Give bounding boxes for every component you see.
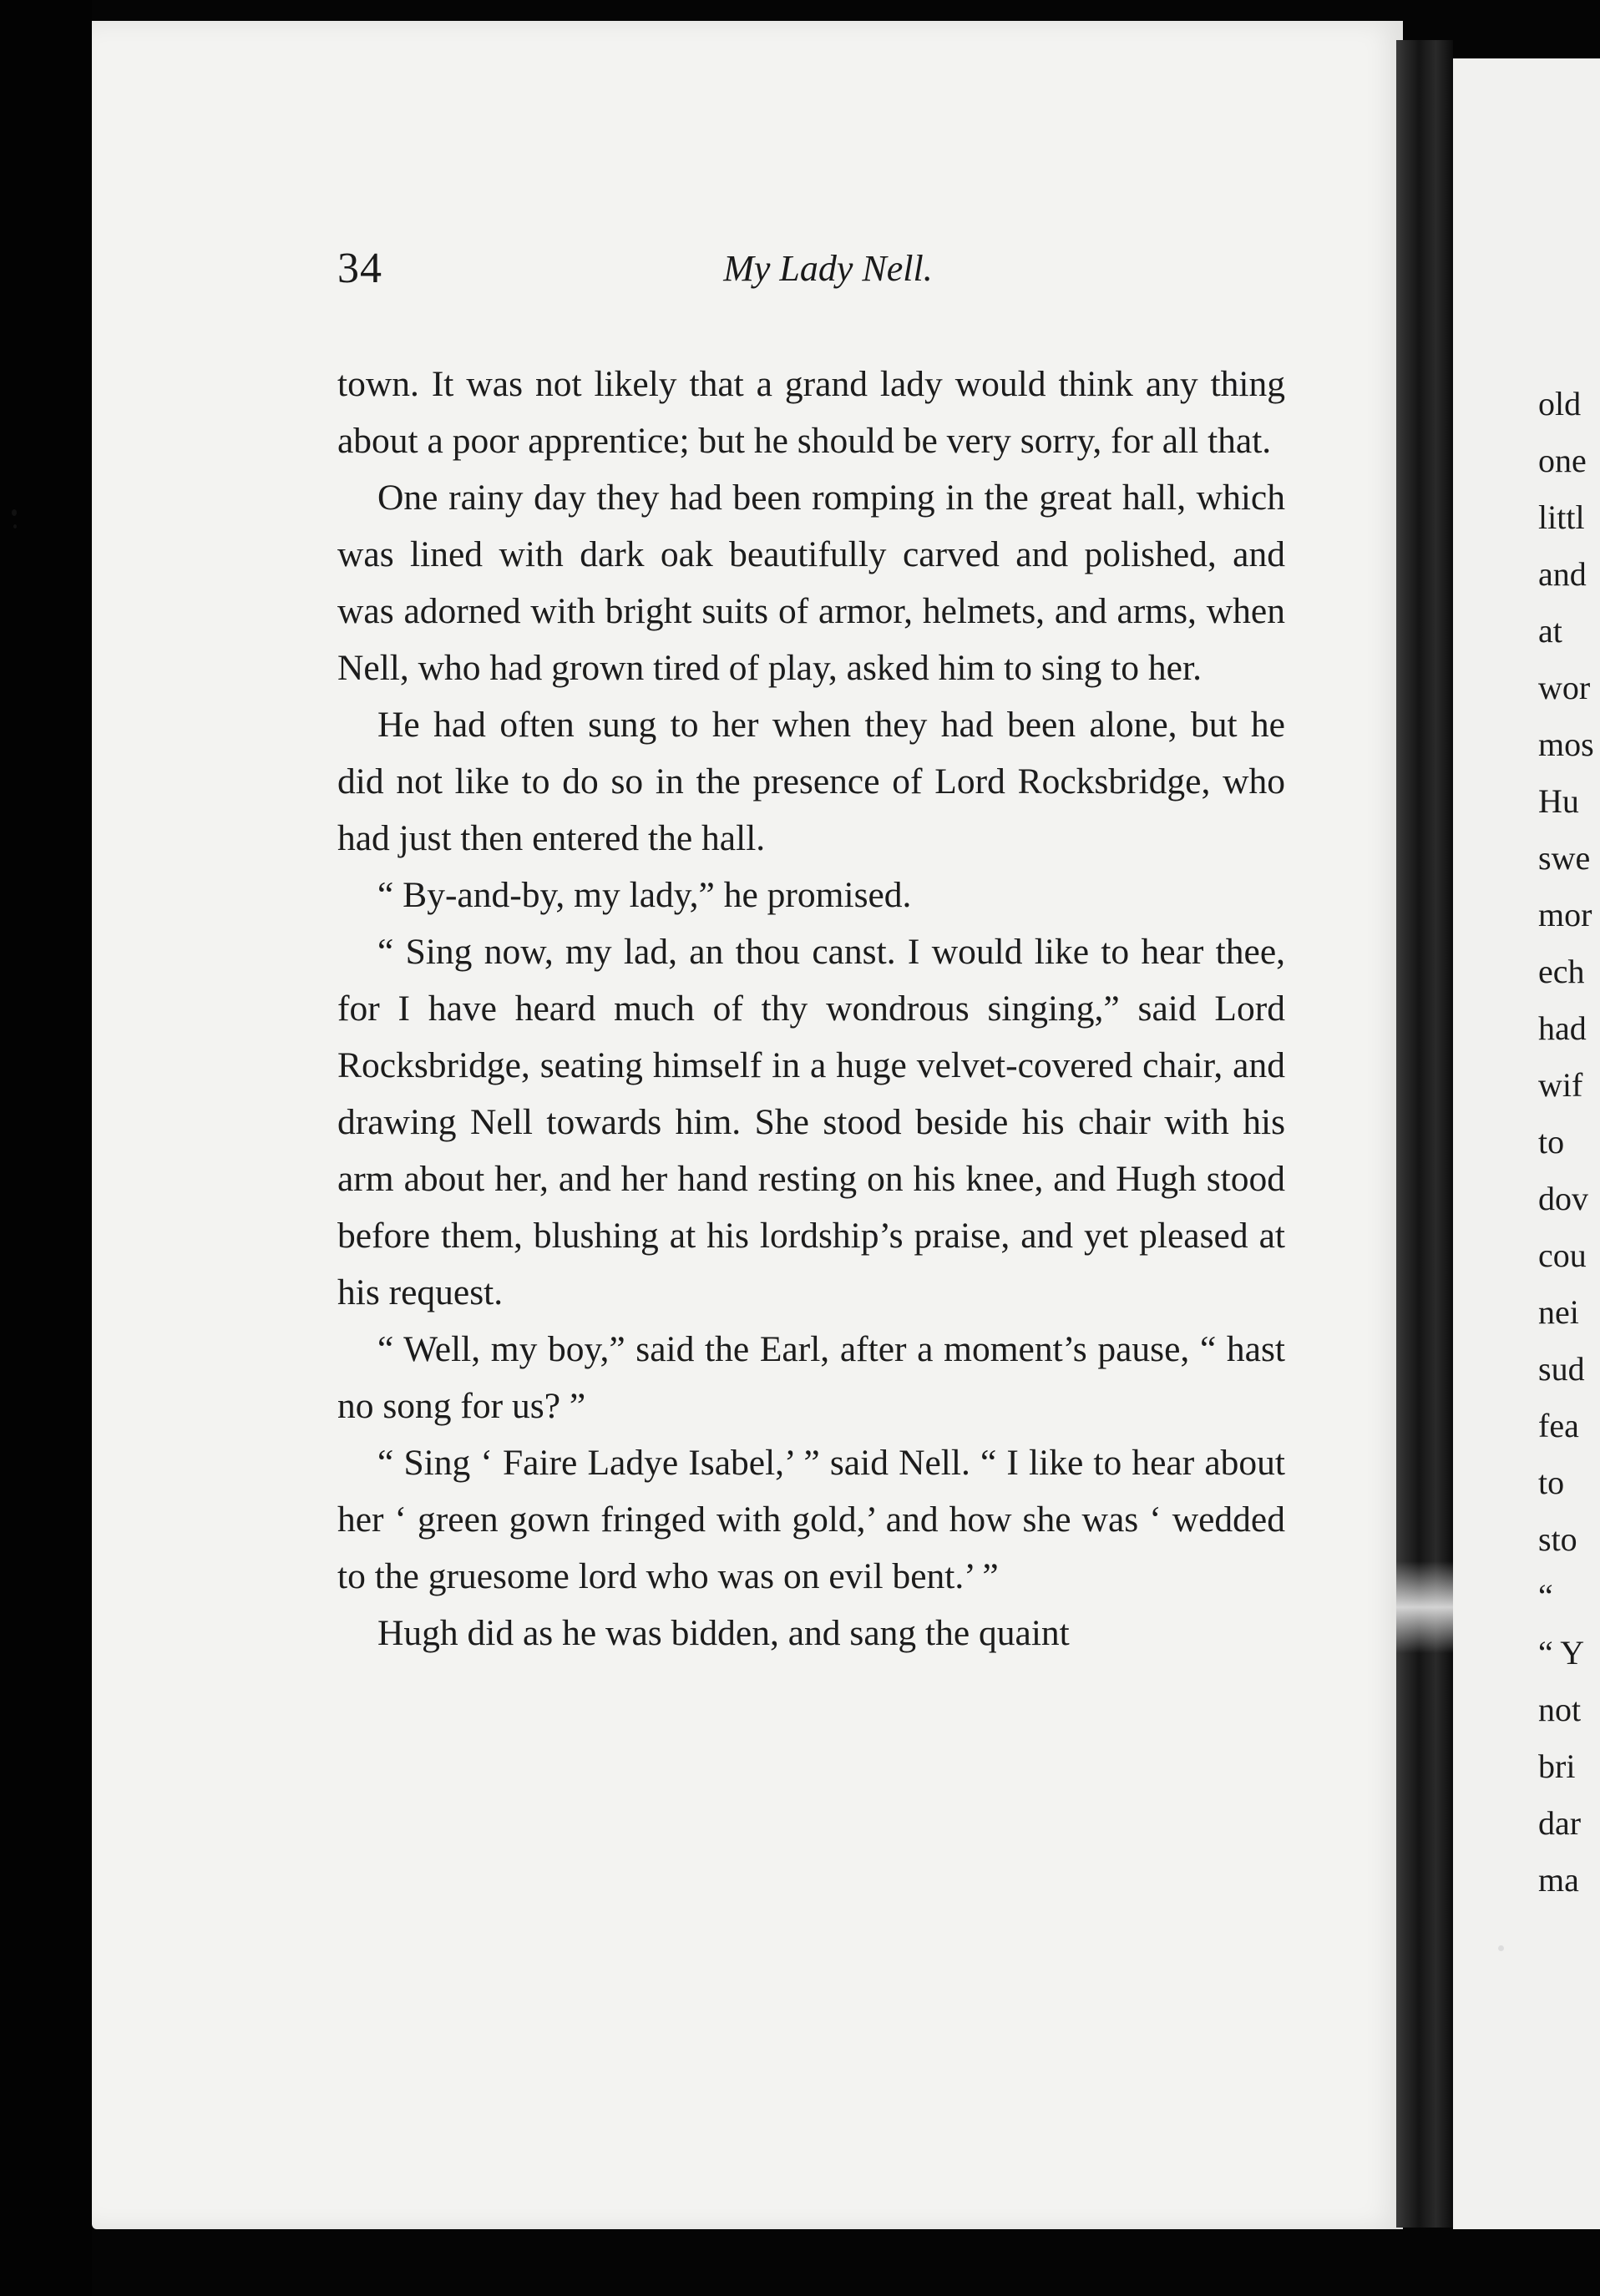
facing-page-text	[1538, 376, 1600, 1909]
facing-line: wif	[1538, 1066, 1583, 1104]
facing-line: fea	[1538, 1407, 1579, 1444]
paragraph: town. It was not likely that a grand lady would think any thing about a poor apprentice; but he should be very sorry, for all that.	[337, 364, 1285, 461]
facing-line: bri	[1538, 1747, 1576, 1785]
facing-line: to	[1538, 1464, 1565, 1501]
scan-speck	[1498, 1945, 1504, 1951]
facing-line: sto	[1538, 1520, 1577, 1558]
facing-line: littl	[1538, 498, 1585, 536]
facing-line: ech	[1538, 953, 1585, 990]
paragraph: “ By-and-by, my lady,” he promised.	[377, 875, 912, 915]
facing-line: sud	[1538, 1350, 1585, 1388]
page-header	[337, 244, 1285, 311]
facing-line: had	[1538, 1009, 1587, 1047]
facing-line: cou	[1538, 1237, 1587, 1274]
paragraph: One rainy day they had been romping in the great hall, which was lined with dark oak beautifully carved and polished, and was adorned with bright suits of armor, helmets, and arms, when Nell, who had grown tired of play, asked him to sing to her.	[337, 478, 1285, 688]
facing-line: nei	[1538, 1293, 1579, 1331]
facing-line: not	[1538, 1691, 1582, 1728]
facing-line: at	[1538, 612, 1562, 650]
facing-line: “ Y	[1538, 1634, 1585, 1671]
facing-line: wor	[1538, 669, 1591, 706]
gutter-glare	[1396, 1561, 1453, 1653]
paragraph: “ Sing now, my lad, an thou canst. I would like to hear thee, for I have heard much of thy wondrous singing,” said Lord Rocksbridge, seating himself in a huge velvet-covered chair, and drawing Nell towards him. She stood beside his chair with his arm about her, and her hand resting on his knee, and Hugh stood before them, blushing at his lordship’s praise, and yet pleased at his request.	[337, 932, 1285, 1312]
facing-line: mos	[1538, 726, 1594, 763]
facing-line: Hu	[1538, 782, 1579, 820]
paragraph: Hugh did as he was bidden, and sang the quaint	[377, 1613, 1070, 1653]
book-gutter	[1396, 40, 1453, 2228]
facing-line: mor	[1538, 896, 1592, 933]
paragraph: He had often sung to her when they had been alone, but he did not like to do so in the presence of Lord Rocksbridge, who had just then entered the hall.	[337, 705, 1285, 858]
scan-border	[0, 0, 92, 2296]
body-text	[337, 356, 1285, 1661]
facing-line: swe	[1538, 839, 1591, 877]
scan-speck	[13, 524, 17, 528]
running-title: My Lady Nell.	[723, 248, 933, 289]
paragraph: “ Sing ‘ Faire Ladye Isabel,’ ” said Nell. “ I like to hear about her ‘ green gown fringed with gold,’ and how she was ‘ wedded to the gruesome lord who was on evil bent.’ ”	[337, 1443, 1285, 1596]
page-number: 34	[337, 245, 382, 292]
facing-line: dar	[1538, 1804, 1582, 1842]
facing-line: old	[1538, 385, 1582, 422]
facing-line: dov	[1538, 1180, 1588, 1217]
facing-line: to	[1538, 1123, 1565, 1161]
paragraph: “ Well, my boy,” said the Earl, after a moment’s pause, “ hast no song for us? ”	[337, 1329, 1285, 1426]
facing-line: ma	[1538, 1861, 1579, 1899]
facing-line: and	[1538, 555, 1587, 593]
scan-speck	[12, 509, 17, 516]
facing-line: one	[1538, 442, 1587, 479]
facing-line: “	[1538, 1577, 1553, 1615]
